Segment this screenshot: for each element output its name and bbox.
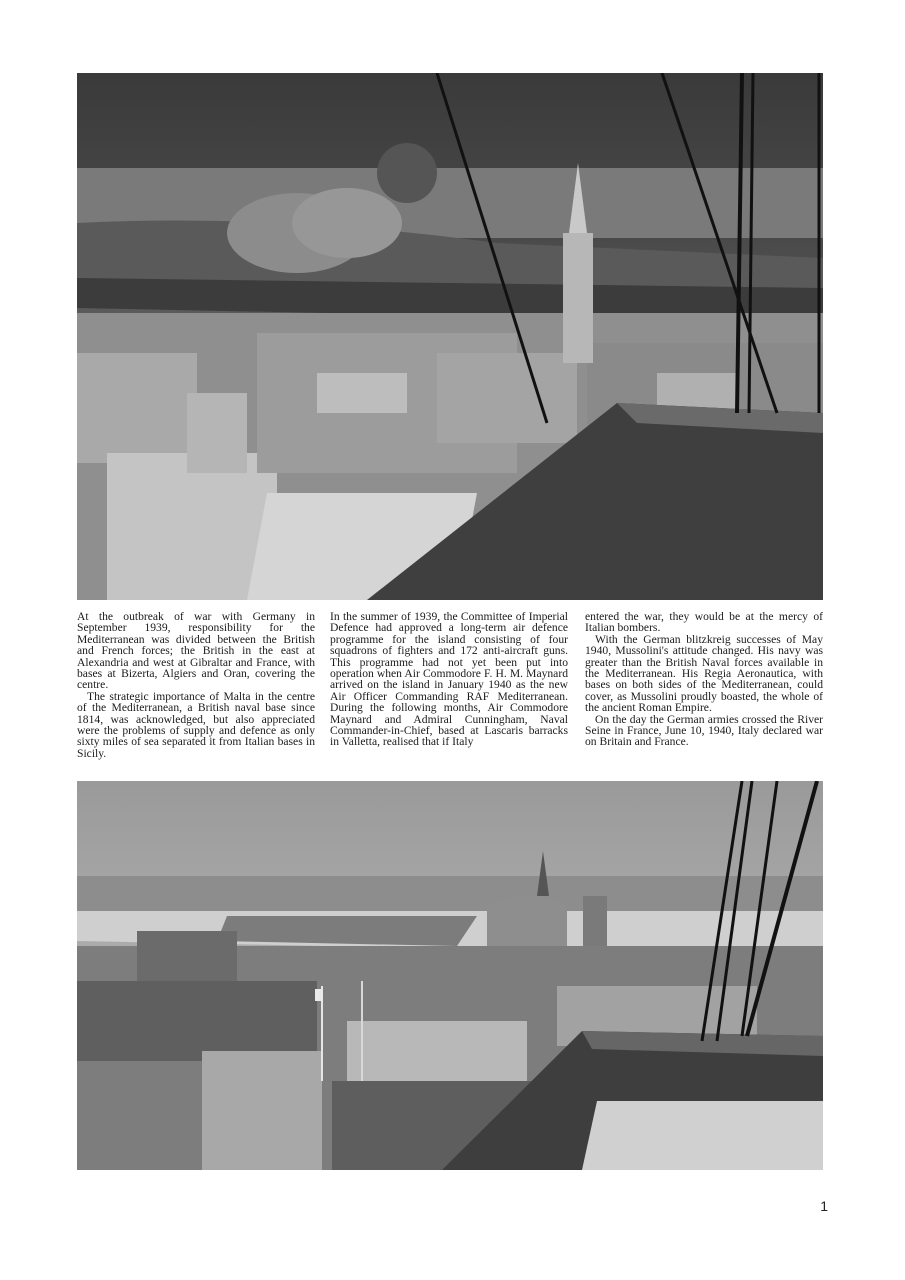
paragraph: entered the war, they would be at the mercy of Italian bombers. (585, 610, 823, 635)
valletta-rooftops-photo (77, 781, 823, 1170)
text-column-1 (77, 611, 315, 759)
valletta-rooftops-photo-icon (77, 781, 823, 1170)
paragraph: The strategic importance of Malta in the centre of the Mediterranean, a British naval base since 1814, was acknowledged, but also appreciated were the problems of supply and defence as only sixty miles of sea separated it from Italian bases in Sicily. (77, 689, 315, 760)
text-column-3 (585, 611, 823, 748)
malta-harbour-bombing-photo-icon (77, 73, 823, 600)
paragraph: At the outbreak of war with Germany in September 1939, responsibility for the Mediterranean was divided between the British and French forces; the British in the east at Alexandria and west at Gibraltar and France, with bases at Bizerta, Algiers and Oran, covering the centre. (77, 610, 315, 692)
harbour-bombing-photo (77, 73, 823, 600)
paragraph: With the German blitzkreig successes of May 1940, Mussolini's attitude changed. His navy was greater than the British Naval forces available in the Mediterranean. His Regia Aeronautica, with bases on both sides of the Mediterranean, could cover, as Mussolini proudly boasted, the whole of the ancient Roman Empire. (585, 632, 823, 715)
paragraph: In the summer of 1939, the Committee of Imperial Defence had approved a long-term air defence programme for the island consisting of four squadrons of fighters and 172 anti-aircraft guns. This programme had not yet been put into operation when Air Commodore F. H. M. Maynard arrived on the island in January 1940 as the new Air Officer Commanding RAF Mediterranean. During the following months, Air Commodore Maynard and Admiral Cunningham, Naval Commander-in-Chief, based at Lascaris barracks in Valletta, realised that if Italy (330, 610, 568, 749)
paragraph: On the day the German armies crossed the River Seine in France, June 10, 1940, Italy declared war on Britain and France. (585, 712, 823, 749)
text-column-2 (330, 611, 568, 748)
page-number: 1 (820, 1198, 828, 1214)
